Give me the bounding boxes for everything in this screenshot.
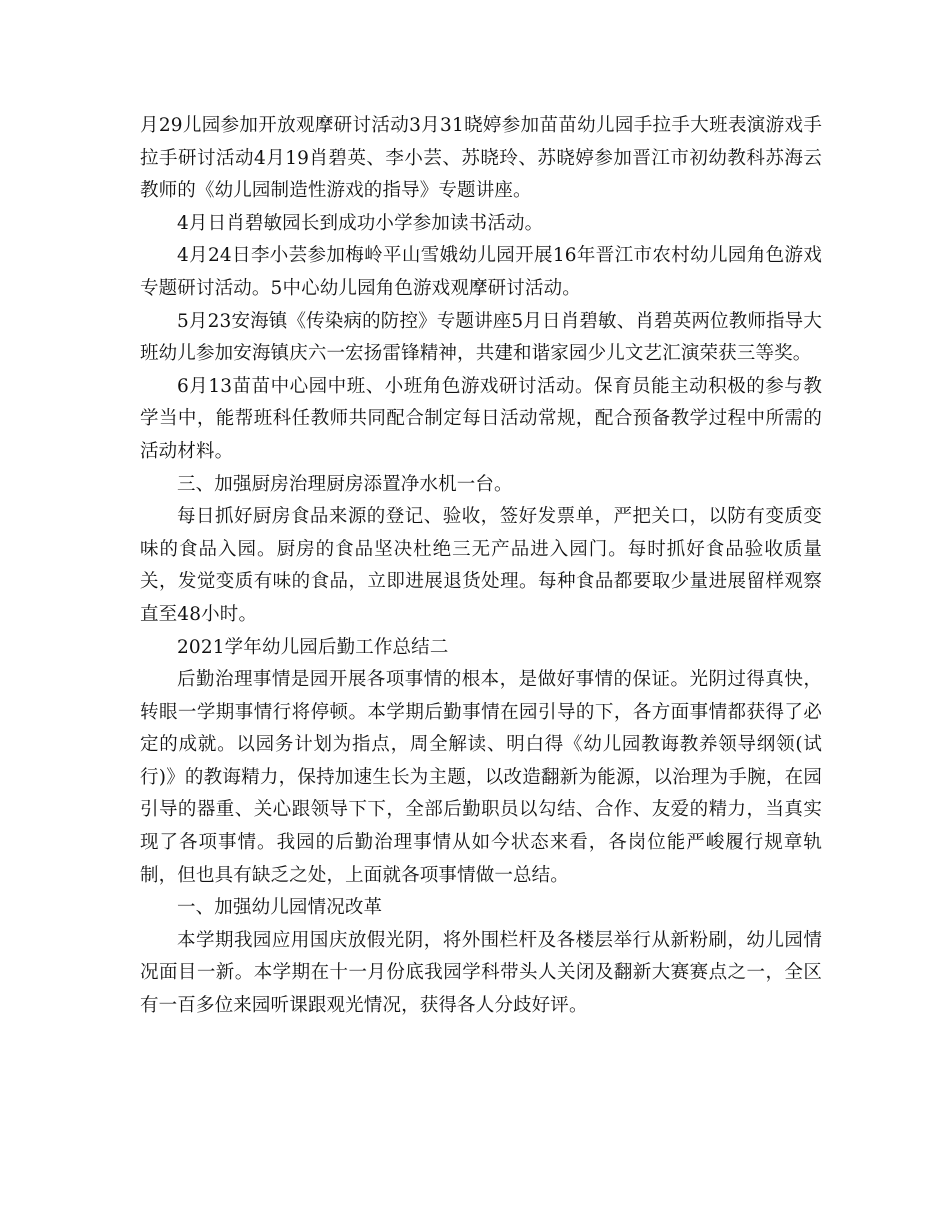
paragraph: 后勤治理事情是园开展各项事情的根本，是做好事情的保证。光阴过得真快，转眼一学期事情行将停顿。本学期后勤事情在园引导的下，各方面事情都获得了必定的成就。以园务计划为指点，周全解读、明白得《幼儿园教诲教养领导纲领(试行)》的教诲精力，保持加速生长为主题，以改造翻新为能源，以治理为手腕，在园引导的器重、关心跟领导下下，全部后勤职员以勾结、合作、友爱的精力，当真实现了各项事情。我园的后勤治理事情从如今状态来看，各岗位能严峻履行规章轨制，但也具有缺乏之处，上面就各项事情做一总结。 xyxy=(140,669,822,886)
paragraph: 6月13苗苗中心园中班、小班角色游戏研讨活动。保育员能主动积极的参与教学当中，能帮班科任教师共同配合制定每日活动常规，配合预备教学过程中所需的活动材料。 xyxy=(140,375,822,462)
paragraph: 本学期我园应用国庆放假光阴，将外围栏杆及各楼层举行从新粉刷，幼儿园情况面目一新。本学期在十一月份底我园学科带头人关闭及翻新大赛赛点之一，全区有一百多位来园听课跟观光情况，获得各人分歧好评。 xyxy=(140,929,822,1017)
paragraph: 每日抓好厨房食品来源的登记、验收，签好发票单，严把关口，以防有变质变味的食品入园。厨房的食品坚决杜绝三无产品进入园门。每时抓好食品验收质量关，发觉变质有味的食品，立即进展退货处理。每种食品都要取少量进展留样观察直至48小时。 xyxy=(140,506,822,625)
document-body xyxy=(140,110,822,1023)
paragraph: 月29儿园参加开放观摩研讨活动3月31晓婷参加苗苗幼儿园手拉手大班表演游戏手拉手研讨活动4月19肖碧英、李小芸、苏晓玲、苏晓婷参加晋江市初幼教科苏海云教师的《幼儿园制造性游戏的指导》专题讲座。 xyxy=(140,115,822,202)
section-heading: 三、加强厨房治理厨房添置净水机一台。 xyxy=(177,473,513,495)
paragraph: 4月日肖碧敏园长到成功小学参加读书活动。 xyxy=(177,212,544,234)
section-heading: 一、加强幼儿园情况改革 xyxy=(177,897,383,919)
paragraph: 4月24日李小芸参加梅岭平山雪娥幼儿园开展16年晋江市农村幼儿园角色游戏专题研讨活动。5中心幼儿园角色游戏观摩研讨活动。 xyxy=(140,245,822,299)
paragraph: 5月23安海镇《传染病的防控》专题讲座5月日肖碧敏、肖碧英两位教师指导大班幼儿参加安海镇庆六一宏扬雷锋精神，共建和谐家园少儿文艺汇演荣获三等奖。 xyxy=(140,310,822,365)
document-title: 2021学年幼儿园后勤工作总结二 xyxy=(177,636,449,658)
